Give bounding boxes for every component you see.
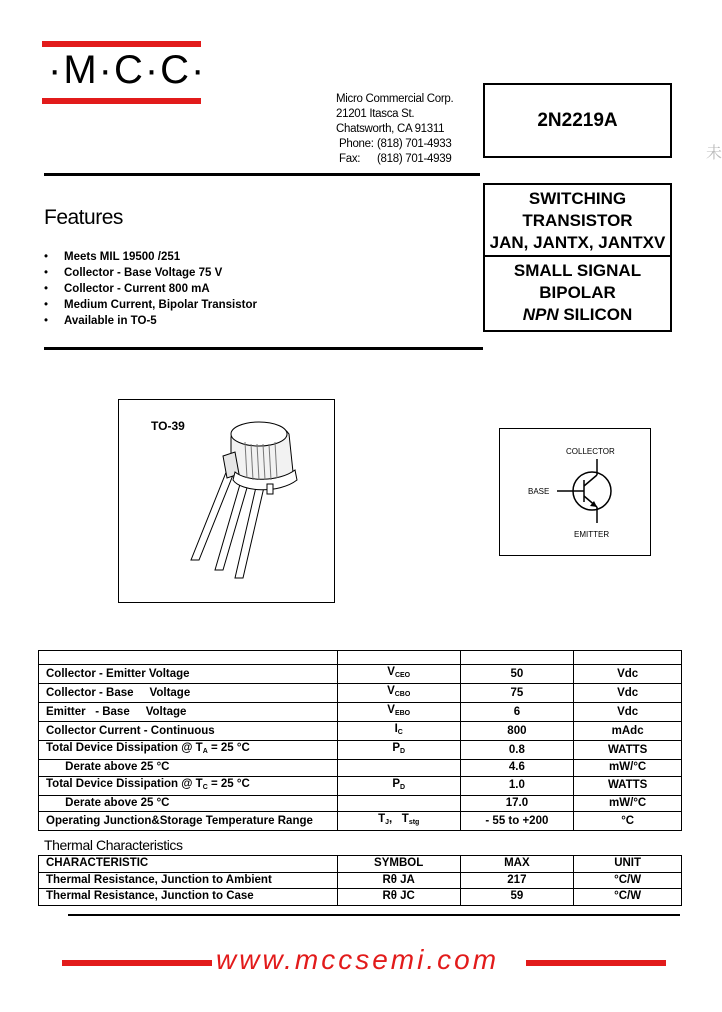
table-row [39,760,682,777]
header-divider [44,173,480,176]
rating-symbol: $V_{CBO}$ [337,684,460,703]
feature-text: Collector - Current 800 mA [64,283,210,295]
part-number: 2N2219A [537,109,618,131]
table-row [39,872,682,889]
desc2-silicon: SILICON [558,305,633,324]
rating-symbol [337,760,460,777]
schematic-base-label: BASE [528,487,550,496]
rating-unit: Vdc [574,684,682,703]
table-header-row [39,856,682,873]
feature-text: Meets MIL 19500 /251 [64,251,181,263]
rating-value: 0.8 [460,741,574,760]
rating-symbol: $P_D$ [337,776,460,795]
feature-item: • Available in TO-5 [44,315,157,327]
rating-param: Emitter - Base Voltage [39,703,338,722]
company-phone [336,137,453,152]
rating-value: 1.0 [460,776,574,795]
logo-bottom-bar [42,98,201,104]
thermal-title: Thermal Characteristics [44,837,183,853]
footer-right-bar [526,960,666,966]
company-logo: ·M·C·C· [48,48,207,92]
rating-param: Collector Current - Continuous [39,722,338,741]
package-can [223,422,297,494]
rating-param: Total Device Dissipation @ $T_A = 25$ °C [39,741,338,760]
header-symbol: SYMBOL [337,856,460,873]
thermal-max: 59 [460,889,574,906]
part-number-box [483,83,672,158]
thermal-unit: °C/W [574,889,682,906]
table-row [39,795,682,812]
maximum-ratings-table [38,650,682,831]
desc2-line3 [485,304,670,326]
feature-item: • Medium Current, Bipolar Transistor [44,299,257,311]
company-city: Chatsworth, CA 91311 [336,123,445,135]
fax-label: Fax: [339,153,361,165]
thermal-char: Thermal Resistance, Junction to Case [39,889,338,906]
desc1-line3: JAN, JANTX, JANTXV [489,233,666,252]
rating-value: - 55 to +200 [460,812,574,831]
table-row [39,684,682,703]
thermal-max: 217 [460,872,574,889]
description-box-switching [483,183,672,257]
features-title: Features [44,206,123,229]
feature-item: • Meets MIL 19500 /251 [44,251,181,263]
feature-text: Medium Current, Bipolar Transistor [64,299,257,311]
table-row [39,651,682,665]
thermal-unit: °C/W [574,872,682,889]
feature-item: • Collector - Base Voltage 75 V [44,267,223,279]
thermal-bottom-divider [68,914,680,916]
rating-unit: mW/°C [574,760,682,777]
company-name: Micro Commercial Corp. [336,93,454,105]
feature-item: • Collector - Current 800 mA [44,283,210,295]
thermal-symbol: Rθ JC [337,889,460,906]
rating-unit: Vdc [574,703,682,722]
desc1-line2: TRANSISTOR [522,211,633,230]
rating-unit: WATTS [574,741,682,760]
header-max: MAX [460,856,574,873]
rating-value: 17.0 [460,795,574,812]
rating-symbol: $T_J$, $T_{stg}$ [337,812,460,831]
rating-unit: WATTS [574,776,682,795]
table-row [39,889,682,906]
feature-text: Collector - Base Voltage 75 V [64,267,223,279]
thermal-char: Thermal Resistance, Junction to Ambient [39,872,338,889]
rating-value: 4.6 [460,760,574,777]
table-row [39,722,682,741]
corner-glyph: 未 [706,145,722,162]
rating-param: Derate above 25 °C [39,760,338,777]
website-link[interactable]: www.mccsemi.com [216,944,500,975]
header-unit: UNIT [574,856,682,873]
schematic-box [499,428,651,556]
header-characteristic: CHARACTERISTIC [39,856,338,873]
rating-value: 800 [460,722,574,741]
rating-param: Collector - Emitter Voltage [39,665,338,684]
rating-value: 50 [460,665,574,684]
description-box-signal [483,257,672,332]
package-drawing-box [118,399,335,603]
rating-param: Operating Junction&Storage Temperature Range [39,812,338,831]
desc1-line1: SWITCHING [528,189,627,208]
rating-param: Collector - Base Voltage [39,684,338,703]
rating-symbol: $I_C$ [337,722,460,741]
desc2-line2: BIPOLAR [539,283,616,302]
table-row [39,665,682,684]
table-row [39,741,682,760]
logo-top-bar [42,41,201,47]
fax-number: (818) 701-4939 [377,153,452,165]
rating-symbol: $P_D$ [337,741,460,760]
rating-unit: mW/°C [574,795,682,812]
footer-left-bar [62,960,212,966]
rating-param: Derate above 25 °C [39,795,338,812]
to39-package-illustration [119,400,334,602]
rating-unit: °C [574,812,682,831]
thermal-symbol: Rθ JA [337,872,460,889]
desc2-line1: SMALL SIGNAL [513,261,642,280]
rating-value: 75 [460,684,574,703]
package-label: TO-39 [151,419,185,433]
rating-value: 6 [460,703,574,722]
table-row [39,776,682,795]
table-row [39,812,682,831]
rating-symbol [337,795,460,812]
features-divider [44,347,483,350]
rating-symbol: $V_{EBO}$ [337,703,460,722]
table-row [39,703,682,722]
phone-label: Phone: [339,138,374,150]
company-fax [336,152,453,167]
company-street: 21201 Itasca St. [336,108,415,120]
npn-transistor-symbol [500,429,650,555]
desc2-npn: NPN [522,305,559,324]
rating-unit: mAdc [574,722,682,741]
rating-param: Total Device Dissipation @ $T_C = 25$ °C [39,776,338,795]
schematic-emitter-label: EMITTER [574,530,610,539]
thermal-table [38,855,682,906]
schematic-collector-label: COLLECTOR [566,447,615,456]
rating-unit: Vdc [574,665,682,684]
phone-number: (818) 701-4933 [377,138,452,150]
features-list [44,249,257,329]
company-address [336,92,453,167]
rating-symbol: $V_{CEO}$ [337,665,460,684]
feature-text: Available in TO-5 [64,315,157,327]
